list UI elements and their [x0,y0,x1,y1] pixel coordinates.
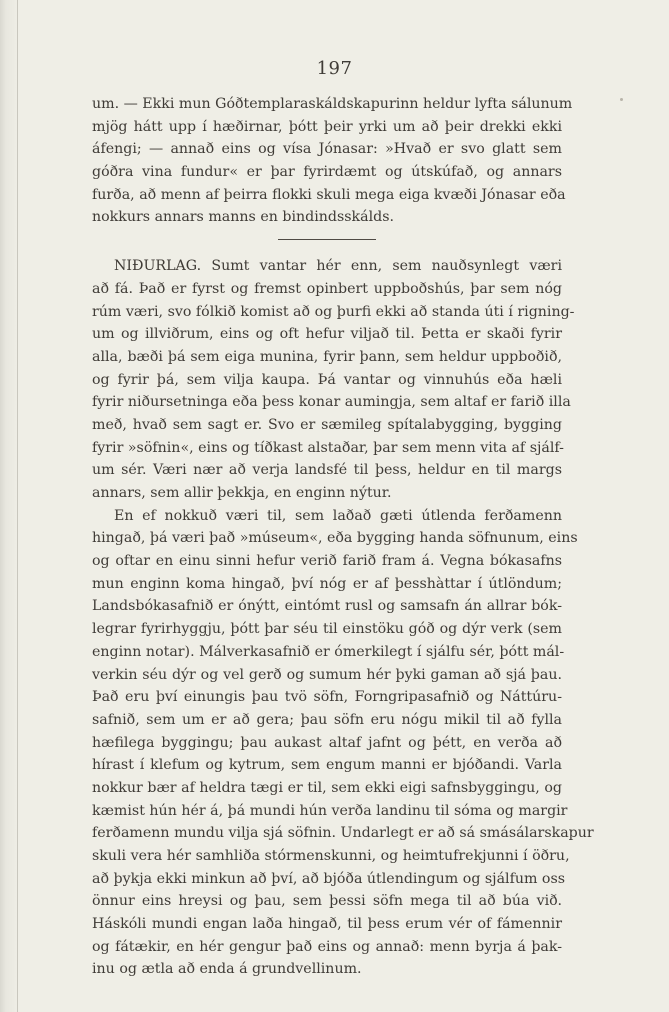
text-line: mun enginn koma hingað, því nóg er af þesshàttar í útlöndum; [92,575,562,592]
text-line: um. — Ekki mun Góðtemplaraskáldskapurinn heldur lyfta sálunum [92,96,573,112]
paragraph-3 [92,505,594,981]
text-line: áfengi; — annað eins og vísa Jónasar: »Hvað er svo glatt sem [92,141,562,158]
text-line: inu og ætla að enda á grundvellinum. [92,961,362,978]
text-line: safnið, sem um er að gera; þau söfn eru nógu mikil til að fylla [92,711,562,728]
text-line: verkin séu dýr og vel gerð og sumum hér þyki gaman að sjá þau. [92,666,562,683]
text-line: nokkur bær af heldra tægi er til, sem ekki eigi safnsbyggingu, og [92,779,562,796]
text-line: hírast í klefum og kytrum, sem engum manni er bjóðandi. Varla [92,757,562,774]
text-line: hingað, þá væri það »múseum«, eða bygging handa söfnunum, eins [92,530,578,547]
text-line: furða, að menn af þeirra flokki skuli mega eiga kvæði Jónasar eða [92,186,566,203]
text-line: skuli vera hér samhliða stórmenskunni, og heimtufrekjunni í öðru, [92,848,570,864]
text-line: Það eru því einungis þau tvö söfn, Forngripasafnið og Náttúru- [92,689,562,706]
text-line: enginn notar). Málverkasafnið er ómerkilegt í sjálfu sér, þótt mál- [92,643,565,660]
paragraph-1 [92,93,573,229]
paper-speck [620,98,623,101]
text-line: ferðamenn mundu vilja sjá söfnin. Undarlegt er að sá smásálarskapur [92,825,594,842]
page-binding-edge [17,0,18,1012]
heading-line-text: Sumt vantar hér enn, sem nauðsynlegt væri [211,258,562,275]
text-line: og fyrir þá, sem vilja kaupa. Þá vantar og vinnuhús eða hæli [92,371,562,388]
text-line: Háskóli mundi engan laða hingað, til þess erum vér of fámennir [92,916,562,933]
text-line: alla, bæði þá sem eiga munina, fyrir þann, sem heldur uppboðið, [92,348,562,365]
page-text [92,93,594,981]
paragraph-2 [92,255,575,505]
text-line: með, hvað sem sagt er. Svo er sæmileg spítalabygging, bygging [92,416,562,433]
section-divider [278,239,376,240]
text-line: kæmist hún hér á, þá mundi hún verða landinu til sóma og margir [92,802,568,819]
text-line: annars, sem allir þekkja, en enginn nýtur. [92,485,392,501]
text-line: og fátækir, en hér gengur það eins og annað: menn byrja á þak- [92,938,562,955]
text-line: hæfilega byggingu; þau aukast altaf jafnt og þétt, en verða að [92,734,562,751]
text-line: nokkurs annars manns en bindindsskálds. [92,209,394,226]
text-line: og oftar en einu sinni hefur verið farið fram á. Vegna bókasafns [92,553,562,570]
text-line: önnur eins hreysi og þau, sem þessi söfn mega til að búa við. [92,893,562,910]
text-line: um og illviðrum, eins og oft hefur viljað til. Þetta er skaði fyrir [92,326,562,343]
text-line: Landsbókasafnið er ónýtt, eintómt rusl og samsafn án allrar bók- [92,598,562,615]
text-line: að fá. Það er fyrst og fremst opinbert uppboðshús, þar sem nóg [92,280,562,297]
text-line: góðra vina fundur« er þar fyrirdæmt og útskúfað, og annars [92,164,562,181]
page-number: 197 [316,58,353,79]
text-line: mjög hátt upp í hæðirnar, þótt þeir yrki um að þeir drekki ekki [92,118,562,135]
text-line [92,255,562,278]
text-line: legrar fyrirhyggju, þótt þar séu til einstöku góð og dýr verk (sem [92,621,562,638]
section-heading: NIÐURLAG. [114,258,202,275]
text-line: að þykja ekki minkun að því, að bjóða útlendingum og sjálfum oss [92,870,566,887]
text-line: um sér. Væri nær að verja landsfé til þess, heldur en til margs [92,462,562,479]
text-line: En ef nokkuð væri til, sem laðað gæti útlenda ferðamenn [114,507,562,524]
text-line: fyrir niðursetninga eða þess konar aumingja, sem altaf er farið illa [92,394,571,411]
text-line: fyrir »söfnin«, eins og tíðkast alstaðar, þar sem menn vita af sjálf- [92,439,564,456]
text-line: rúm væri, svo fólkið komist að og þurfi ekki að standa úti í rigning- [92,303,575,320]
